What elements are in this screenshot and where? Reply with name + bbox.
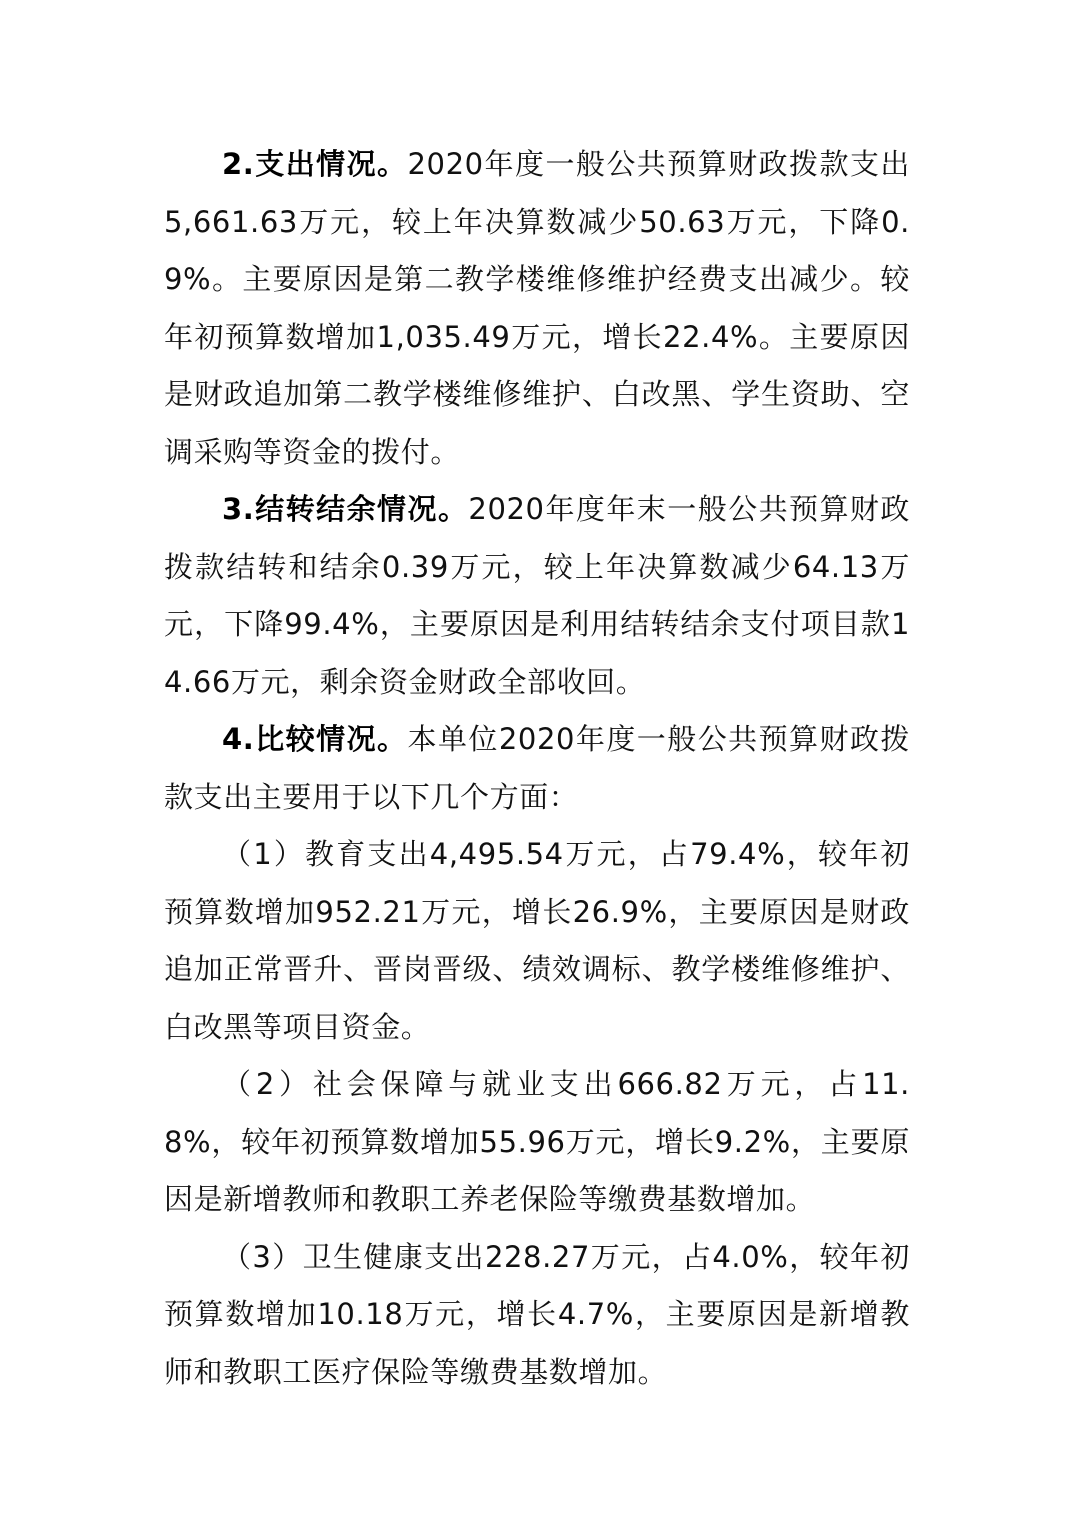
paragraph-comparison [164,711,910,826]
item-health [164,1229,910,1402]
item-social-security [164,1056,910,1229]
item-education-text: （1）教育支出4,495.54万元，占79.4%，较年初预算数增加952.21万元，增长26.9%，主要原因是财政追加正常晋升、晋岗晋级、绩效调标、教学楼维修维护、白改黑等项目资金。 [164,837,910,1044]
item-health-text: （3）卫生健康支出228.27万元，占4.0%，较年初预算数增加10.18万元，增长4.7%，主要原因是新增教师和教职工医疗保险等缴费基数增加。 [164,1239,910,1389]
item-social-security-text: （2）社会保障与就业支出666.82万元，占11.8%，较年初预算数增加55.96万元，增长9.2%，主要原因是新增教师和教职工养老保险等缴费基数增加。 [164,1067,910,1216]
paragraph-comparison-text: 本单位2020年度一般公共预算财政拨款支出主要用于以下几个方面： [164,722,910,814]
heading-carryover: 3.结转结余情况。 [222,492,469,526]
paragraph-expenditure [164,136,910,481]
paragraph-carryover-text: 2020年度年末一般公共预算财政拨款结转和结余0.39万元，较上年决算数减少64.13万元，下降99.4%，主要原因是利用结转结余支付项目款14.66万元，剩余资金财政全部收回。 [164,492,910,699]
item-education [164,826,910,1056]
heading-expenditure: 2.支出情况。 [222,147,408,181]
paragraph-carryover [164,481,910,711]
paragraph-expenditure-text: 2020年度一般公共预算财政拨款支出5,661.63万元，较上年决算数减少50.63万元，下降0.9%。主要原因是第二教学楼维修维护经费支出减少。较年初预算数增加1,035.49万元，增长22.4%。主要原因是财政追加第二教学楼维修维护、白改黑、学生资助、空调采购等资金的拨付。 [164,147,910,469]
heading-comparison: 4.比较情况。 [222,722,408,756]
document-body [164,136,910,1401]
